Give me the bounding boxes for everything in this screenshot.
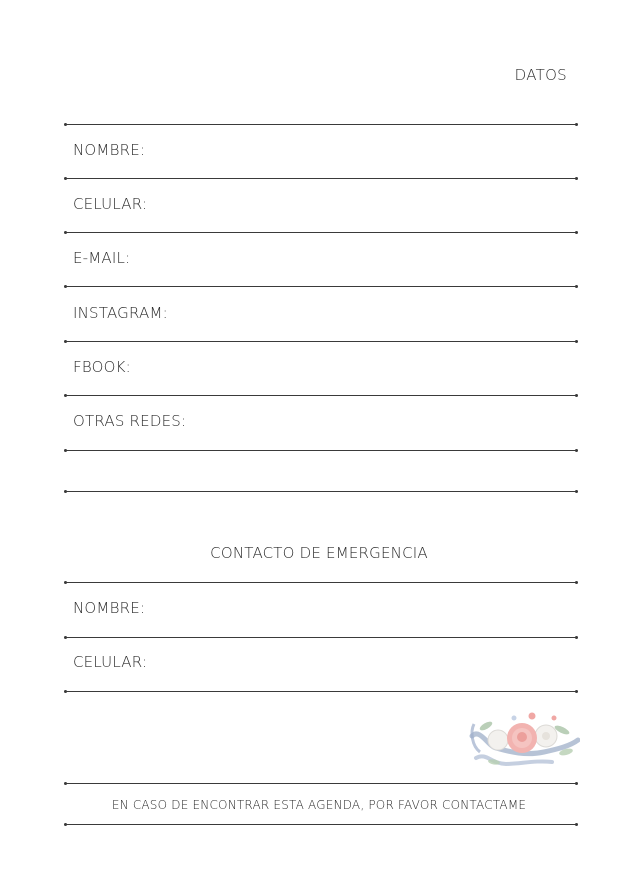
- field-label-nombre: NOMBRE:: [73, 141, 146, 159]
- rule-emergency-celular: [65, 691, 577, 692]
- rule-extra: [65, 491, 577, 492]
- rule-email: [65, 286, 577, 287]
- rule-footer-top: [65, 783, 577, 784]
- floral-bouquet-icon: [466, 706, 580, 772]
- field-label-instagram: INSTAGRAM:: [73, 304, 168, 322]
- rule-celular: [65, 232, 577, 233]
- field-label-emergency-nombre: NOMBRE:: [73, 599, 146, 617]
- rule-nombre: [65, 178, 577, 179]
- rule-fbook: [65, 395, 577, 396]
- rule-emergency-nombre: [65, 637, 577, 638]
- page-title: DATOS: [514, 66, 567, 84]
- rule-top: [65, 124, 577, 125]
- rule-otras-redes: [65, 450, 577, 451]
- footer-note: EN CASO DE ENCONTRAR ESTA AGENDA, POR FAVOR CONTACTAME: [111, 798, 527, 812]
- rule-emergency-top: [65, 582, 577, 583]
- rule-footer-bottom: [65, 824, 577, 825]
- field-label-celular: CELULAR:: [73, 195, 148, 213]
- rule-instagram: [65, 341, 577, 342]
- field-label-emergency-celular: CELULAR:: [73, 653, 148, 671]
- field-label-email: E-MAIL:: [73, 249, 131, 267]
- field-label-fbook: FBOOK:: [73, 358, 131, 376]
- section-title-emergency: CONTACTO DE EMERGENCIA: [210, 544, 428, 562]
- field-label-otras-redes: OTRAS REDES:: [73, 412, 187, 430]
